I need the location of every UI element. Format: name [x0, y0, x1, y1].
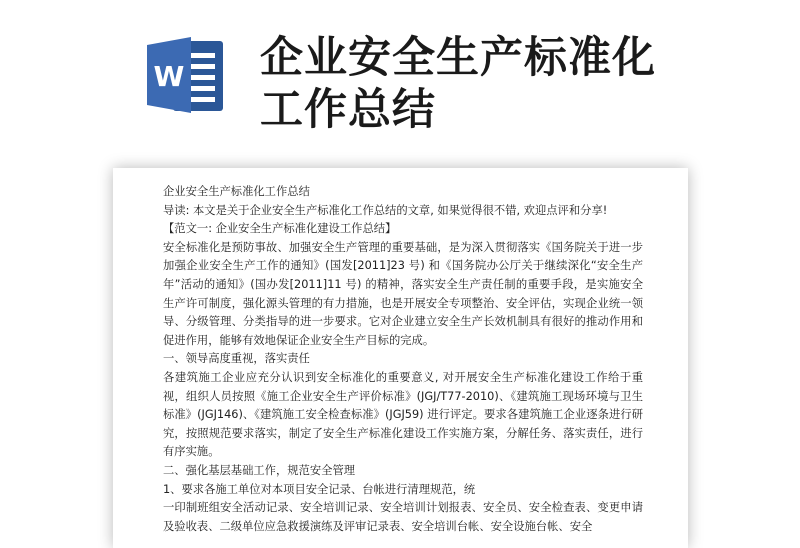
doc-item-1-continued: 一印制班组安全活动记录、安全培训记录、安全培训计划报表、安全员、安全检查表、变更申请及验收表、二级单位应急救援演练及评审记录表、安全培训台帐、安全设施台帐、安全 [163, 501, 643, 533]
word-icon-letter: W [153, 60, 185, 93]
document-title-line-2: 工作总结 [260, 85, 436, 135]
doc-paragraph-2: 各建筑施工企业应充分认识到安全标准化的重要意义, 对开展安全生产标准化建设工作给于重视，组织人员按照《施工企业安全生产评价标准》(JGJ/T77-2010)、《建筑施工现场环境与卫生标准》(JGJ146)、《建筑施工安全检查标准》(JGJ59) 进行评定。要求各建筑施工企业逐条进行研究，按照规范要求落实，制定了安全生产标准化建设工作实施方案，分解任务、落实责任，进行有序实施。 [163, 370, 643, 459]
word-document-icon [143, 33, 227, 117]
document-body [163, 183, 643, 536]
doc-heading: 企业安全生产标准化工作总结 [163, 185, 310, 198]
document-title [260, 32, 740, 136]
doc-subheading-1: 一、领导高度重视，落实责任 [163, 352, 310, 366]
document-page-preview [113, 168, 688, 548]
header [0, 0, 800, 160]
doc-intro: 导读: 本文是关于企业安全生产标准化工作总结的文章, 如果觉得很不错, 欢迎点评和分享! [163, 203, 608, 217]
doc-paragraph-1: 安全标准化是预防事故、加强安全生产管理的重要基础，是为深入贯彻落实《国务院关于进一步加强企业安全生产工作的通知》(国发[2011]23 号) 和《国务院办公厅关于继续深化“安全生产年”活动的通知》(国办发[2011]11 号) 的精神，落实安全生产责任制的重要手段，是实施安全生产许可制度，强化源头管理的有力措施，也是开展安全专项整治、安全评估，实现企业统一领导、分级管理、分类指导的进一步要求。它对企业建立安全生产长效机制具有很好的推动作用和促进作用，能够有效地保证企业安全生产目标的完成。 [163, 240, 643, 347]
document-title-line-1: 企业安全生产标准化 [260, 33, 656, 83]
doc-section-label: 【范文一: 企业安全生产标准化建设工作总结】 [163, 222, 397, 236]
doc-subheading-2: 二、强化基层基础工作，规范安全管理 [163, 463, 356, 477]
doc-item-1: 1、要求各施工单位对本项目安全记录、台帐进行清理规范，统 [163, 482, 476, 496]
